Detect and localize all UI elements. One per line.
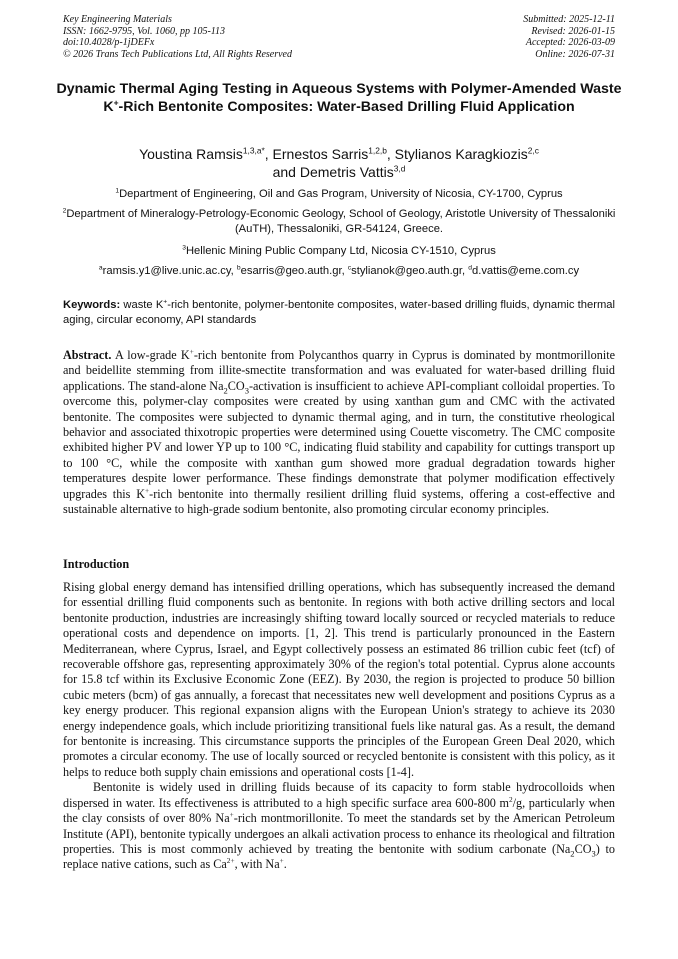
paper-title xyxy=(50,80,628,116)
paragraph-text: CO xyxy=(574,841,592,856)
email-separator: , xyxy=(462,265,469,277)
paragraph-superscript: 2+ xyxy=(226,856,235,866)
affiliation-text: Department of Mineralogy-Petrology-Economic Geology, School of Geology, Aristotle University of Thessaloniki (AuTH), Thessaloniki, GR-54124, Greece. xyxy=(66,208,616,235)
email-link[interactable]: ramsis.y1@live.unic.ac.cy xyxy=(102,265,231,277)
affiliation-2 xyxy=(60,207,618,237)
abstract-text: -rich bentonite from Polycanthos quarry in Cyprus is dominated by montmorillonite and beidellite stemming from illite-smectite transformation and was evaluated for water-based drilling fluid applications. The stand-alone Na xyxy=(63,348,615,393)
paragraph-subscript: 3 xyxy=(591,848,596,859)
abstract-block xyxy=(63,348,615,517)
abstract-subscript: 2 xyxy=(223,385,228,396)
title-text-1: Dynamic Thermal Aging Testing in Aqueous Systems with Polymer-Amended Waste K xyxy=(56,81,622,115)
paragraph-text: Bentonite is widely used in drilling fluids because of its capacity to form stable hydrocolloids when dispersed in water. Its effectiveness is attributed to a high specific surface area 600-800 m xyxy=(63,780,615,810)
author-affiliation-marks: 2,c xyxy=(527,145,539,156)
keywords-text: waste K xyxy=(120,299,164,311)
title-text-2: -Rich Bentonite Composites: Water-Based Drilling Fluid Application xyxy=(118,99,575,115)
paragraph-text: . xyxy=(283,857,287,872)
journal-name: Key Engineering Materials xyxy=(63,14,172,25)
abstract-text: -activation is insufficient to achieve API-compliant colloidal properties. To overcome this, polymer-clay composites were created by using xanthan gum and CMC with the activated bentonite. The composites were subjected to dynamic thermal aging, and in turn, the constitutive rheological behavior and associated thixotropic properties were determined using Couette viscometry. The CMC composite exhibited higher PV and lower YP up to 100 °C, indicating fluid stability and capability for cuttings transport up to 100 °C, while the composite with xanthan gum showed more gradual degradation towards higher temperatures despite lower performance. These findings demonstrate that polymer modification effectively upgrades this K xyxy=(63,378,615,501)
keywords-superscript: + xyxy=(163,298,168,306)
affiliation-text: Department of Engineering, Oil and Gas Program, University of Nicosia, CY-1700, Cyprus xyxy=(119,188,563,200)
affiliation-text: Hellenic Mining Public Company Ltd, Nicosia CY-1510, Cyprus xyxy=(185,245,496,257)
accepted-date: Accepted: 2026-03-09 xyxy=(525,37,615,48)
paragraph-superscript: + xyxy=(229,810,234,820)
email-link[interactable]: d.vattis@eme.com.cy xyxy=(471,265,580,277)
paragraph-text: -rich montmorillonite. To meet the standards set by the American Petroleum Institute (API), bentonite typically undergoes an alkali activation process to enhance its rheological and filtration properties. This is most commonly achieved by treating the bentonite with sodium carbonate (Na xyxy=(63,811,615,856)
abstract-subscript: 3 xyxy=(244,385,249,396)
introduction-paragraph-2 xyxy=(63,780,615,872)
email-key: b xyxy=(236,264,241,272)
online-date: Online: 2026-07-31 xyxy=(535,48,615,60)
affiliation-number: 3 xyxy=(182,244,186,252)
revised-date: Revised: 2026-01-15 xyxy=(531,25,615,37)
paragraph-text: ) to replace native cations, such as Ca xyxy=(63,841,615,872)
introduction-paragraph-1: Rising global energy demand has intensified drilling operations, which has subsequently increased the demand for essential drilling fluid components such as bentonite. In regions with both active drilling sectors and local bentonite production, industries are increasingly shifting toward locally sourced or recycled materials to reduce operational costs and dependence on imports. [1, 2]. This trend is particularly pronounced in the Eastern Mediterranean, where Cyprus, Israel, and Egypt collectively possess an estimated 86 trillion cubic feet (tcf) of recoverable offshore gas, representing approximately 30% of the region's total potential. Cyprus alone accounts for 15.8 tcf within its Exclusive Economic Zone (EEZ). By 2030, the region is projected to produce 50 billion cubic meters (bcm) of gas annually, a forecast that necessitates new well development and positions Cyprus as a key energy producer. This regional expansion aligns with the European Union's strategy to achieve its 2030 energy independence goals, which include prioritizing transitional fuels like natural gas. As a result, the demand for bentonite is increasing. This circumstance supports the principles of the European Green Deal 2020, which promotes a circular economy. The use of locally sourced or recycled bentonite is consistent with this policy, as it helps to reduce both supply chain emissions and operational costs [1-4]. xyxy=(63,580,615,779)
keywords-label: Keywords: xyxy=(63,299,121,311)
author-separator: and xyxy=(272,164,300,180)
author-affiliation-marks: 1,3,a* xyxy=(242,145,265,156)
email-link[interactable]: stylianok@geo.auth.gr xyxy=(351,265,463,277)
journal-doi[interactable]: doi:10.4028/p-1jDEFx xyxy=(63,37,155,48)
email-key: a xyxy=(98,264,103,272)
author-name: Demetris Vattis xyxy=(299,164,394,180)
abstract-text: A low-grade K xyxy=(111,348,190,362)
journal-issn: ISSN: 1662-9795, Vol. 1060, pp 105-113 xyxy=(63,25,226,37)
submitted-date: Submitted: 2025-12-11 xyxy=(523,14,615,25)
abstract-text: CO xyxy=(227,378,245,393)
introduction-body xyxy=(63,580,615,873)
introduction-heading: Introduction xyxy=(63,557,130,571)
author-list xyxy=(40,145,638,181)
author-separator: , xyxy=(264,146,273,162)
journal-header xyxy=(63,14,292,60)
email-key: d xyxy=(468,264,472,272)
journal-copyright: © 2026 Trans Tech Publications Ltd, All Rights Reserved xyxy=(63,48,292,60)
email-key: c xyxy=(347,264,352,272)
affiliation-1 xyxy=(60,187,618,202)
paragraph-text: , with Na xyxy=(234,857,280,872)
affiliation-3 xyxy=(60,244,618,259)
affiliation-number: 1 xyxy=(115,187,120,195)
author-name: Stylianos Karagkiozis xyxy=(394,146,528,162)
affiliation-number: 2 xyxy=(62,207,67,215)
publication-dates xyxy=(523,14,615,60)
author-affiliation-marks: 3,d xyxy=(393,163,406,174)
author-affiliation-marks: 1,2,b xyxy=(368,145,387,156)
email-link[interactable]: esarris@geo.auth.gr xyxy=(240,265,342,277)
abstract-text: -rich bentonite into thermally resilient drilling fluid systems, offering a cost-effective and sustainable alternative to high-grade sodium bentonite, also promoting circular economy principles. xyxy=(63,486,615,517)
abstract-label: Abstract. xyxy=(63,348,112,362)
paragraph-subscript: 2 xyxy=(570,848,575,859)
author-separator: , xyxy=(386,146,395,162)
keywords-text: -rich bentonite, polymer-bentonite composites, water-based drilling fluids, dynamic thermal aging, circular economy, API standards xyxy=(63,299,615,326)
email-separator: , xyxy=(230,265,237,277)
paragraph-superscript: + xyxy=(279,856,284,866)
paragraph-superscript: 2 xyxy=(509,794,513,804)
author-name: Ernestos Sarris xyxy=(272,146,369,162)
author-name: Youstina Ramsis xyxy=(139,146,243,162)
author-emails xyxy=(60,264,618,279)
keywords-block xyxy=(63,298,615,328)
paragraph-text: /g, particularly when the clay consists of over 80% Na xyxy=(63,795,615,826)
email-separator: , xyxy=(341,265,348,277)
abstract-superscript: + xyxy=(145,485,150,495)
title-superscript: + xyxy=(113,97,119,108)
abstract-superscript: + xyxy=(189,346,194,356)
